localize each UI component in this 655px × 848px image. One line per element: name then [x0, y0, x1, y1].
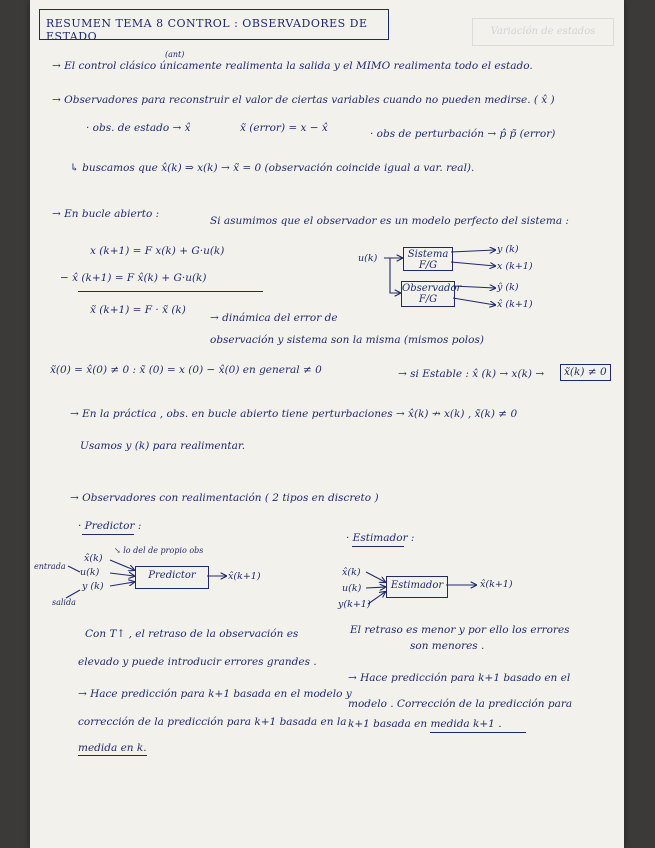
- system-block: [403, 247, 453, 271]
- estimator-input-xhat: x̂(k): [342, 567, 361, 578]
- dynamics-note-2: observación y sistema son la misma (mismos polos): [210, 334, 484, 346]
- practice-note-2: Usamos y (k) para realimentar.: [80, 440, 246, 452]
- notebook-page: [30, 0, 624, 848]
- diagram-output-x: x (k+1): [497, 261, 533, 272]
- equation-observer: − x̂ (k+1) = F x̂(k) + G·u(k): [60, 272, 207, 284]
- bleed-through-text: Variación de estados: [472, 18, 614, 46]
- diagram-output-y: y (k): [497, 244, 519, 255]
- estimator-input-y: y(k+1): [338, 599, 371, 610]
- estimator-in-2-arrow: [366, 587, 385, 588]
- predictor-text-3: → Hace predicción para k+1 basada en el modelo y: [78, 688, 352, 700]
- estimator-label: · Estimador :: [346, 532, 415, 544]
- page-title: RESUMEN TEMA 8 CONTROL : OBSERVADORES DE ESTADO: [46, 17, 368, 43]
- estimator-block-label: Estimador: [390, 580, 444, 591]
- estimator-output: x̂(k+1): [480, 579, 513, 590]
- intro-state-observer: · obs. de estado → x̂: [86, 122, 191, 134]
- estimator-input-u: u(k): [342, 583, 362, 594]
- estimator-text-4: modelo . Corrección de la predicción para: [348, 698, 573, 710]
- observer-block-sub: F/G: [418, 294, 438, 305]
- estimator-text-5: k+1 basada en medida k+1 .: [348, 718, 502, 730]
- diagram-output-yhat: ŷ (k): [497, 282, 519, 293]
- observer-block-label: Observador: [402, 283, 462, 294]
- intro-line-1: → El control clásico únicamente realimenta la salida y el MIMO realimenta todo el estado.: [52, 60, 533, 72]
- predictor-in-1-arrow: [110, 560, 134, 570]
- initial-error: x̃(0) = x̂(0) ≠ 0 : x̃ (0) = x (0) − x̂(0) en general ≠ 0: [50, 364, 322, 376]
- observer-block: [401, 281, 462, 307]
- predictor-entrada-label: entrada: [34, 562, 66, 571]
- system-block-sub: F/G: [418, 260, 438, 271]
- feedback-heading: → Observadores con realimentación ( 2 tipos en discreto ): [70, 492, 379, 504]
- intro-line-2: → Observadores para reconstruir el valor de ciertas variables cuando no pueden medirse. ( x̂ ): [52, 94, 555, 106]
- estimator-text-3: → Hace predicción para k+1 basado en el: [348, 672, 571, 684]
- predictor-in-2-arrow: [110, 573, 134, 576]
- predictor-input-xhat: x̂(k): [84, 553, 103, 564]
- stable-condition: → si Estable : x̂ (k) → x(k) →: [398, 368, 545, 380]
- estimator-block: [386, 576, 448, 598]
- intro-disturbance-observer: · obs de perturbación → p̂ p̃ (error): [370, 128, 556, 140]
- predictor-text-4: corrección de la predicción para k+1 basada en la: [78, 716, 347, 728]
- estimator-text-2: son menores .: [410, 640, 485, 652]
- system-to-y-arrow: [451, 250, 495, 252]
- open-loop-heading: → En bucle abierto :: [52, 208, 160, 220]
- practice-note-1: → En la práctica , obs. en bucle abierto tiene perturbaciones → x̂(k) ↛ x(k) , x̃(k) ≠ 0: [70, 408, 518, 420]
- dynamics-note-1: → dinámica del error de: [210, 312, 338, 324]
- predictor-in-3-arrow: [110, 582, 134, 586]
- predictor-label: · Predictor :: [78, 520, 142, 532]
- estimator-text-1: El retraso es menor y por ello los errores: [350, 624, 570, 636]
- predictor-text-1: Con T↑ , el retraso de la observación es: [85, 628, 299, 640]
- superscript-note: (ant): [165, 50, 185, 59]
- intro-error-def: x̃ (error) = x − x̂: [240, 122, 328, 134]
- estimator-text-5-underline: [430, 732, 526, 733]
- open-loop-assumption: Si asumimos que el observador es un modelo perfecto del sistema :: [210, 215, 569, 227]
- predictor-text-2: elevado y puede introducir errores grandes .: [78, 656, 317, 668]
- observer-to-xhat-arrow: [453, 298, 495, 305]
- equation-system: x (k+1) = F x(k) + G·u(k): [90, 245, 225, 257]
- predictor-block: [135, 566, 209, 589]
- title-box: [39, 9, 389, 43]
- intro-goal: ↳ buscamos que x̂(k) ⇒ x(k) → x̃ = 0 (observación coincide igual a var. real).: [70, 162, 475, 174]
- input-to-observer-arrow: [390, 258, 400, 293]
- predictor-input-y: y (k): [82, 581, 104, 592]
- predictor-entrada-mark: [68, 566, 80, 572]
- stable-boxed-result: x̃(k) ≠ 0: [560, 364, 611, 381]
- predictor-note: ↘ lo del de propio obs: [114, 546, 204, 555]
- diagram-output-xhat: x̂ (k+1): [497, 299, 533, 310]
- estimator-label-underline: [352, 546, 404, 547]
- estimator-in-1-arrow: [366, 572, 385, 582]
- predictor-input-u: u(k): [80, 567, 100, 578]
- predictor-text-5: medida en k.: [78, 742, 147, 754]
- predictor-block-label: Predictor: [148, 570, 196, 581]
- equation-error: x̃ (k+1) = F · x̃ (k): [90, 304, 186, 316]
- system-to-x-arrow: [451, 262, 495, 266]
- predictor-output: x̂(k+1): [228, 571, 261, 582]
- subtraction-line: [78, 291, 263, 292]
- predictor-label-underline: [82, 534, 134, 535]
- diagram-input-label: u(k): [358, 253, 378, 264]
- predictor-salida-label: salida: [52, 598, 76, 607]
- system-block-label: Sistema: [407, 249, 449, 260]
